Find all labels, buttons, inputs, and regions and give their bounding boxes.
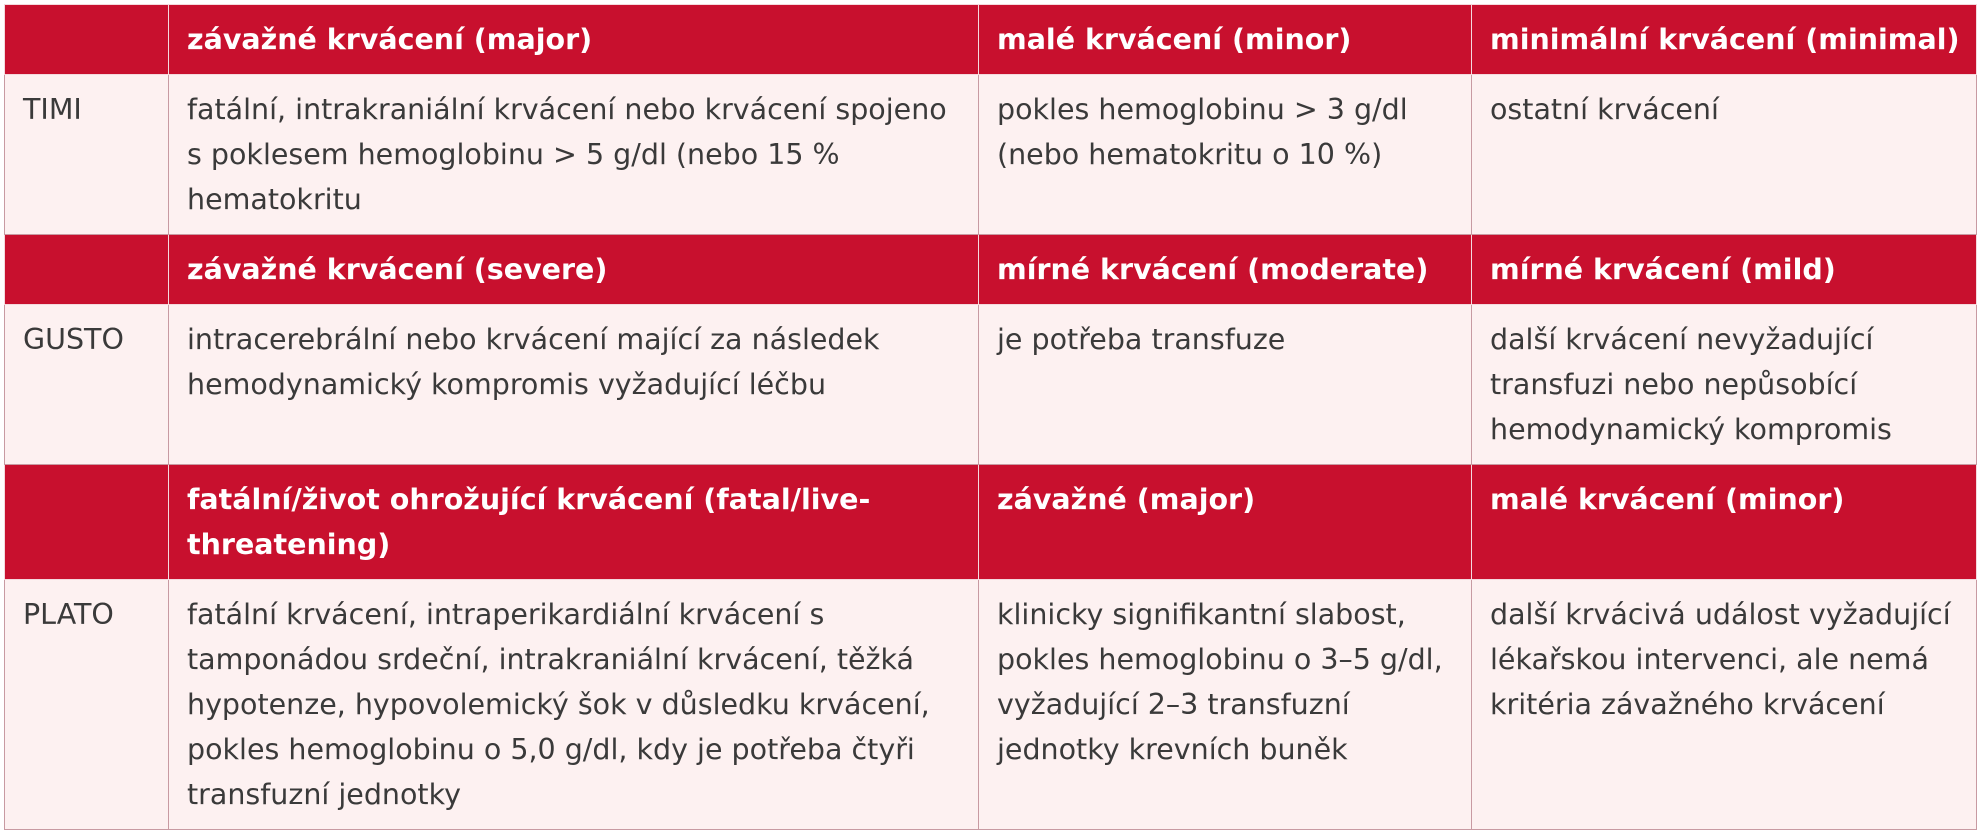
description-cell: pokles hemoglobinu > 3 g/dl (nebo hematokritu o 10 %) bbox=[979, 75, 1472, 235]
plato-row bbox=[5, 580, 1977, 830]
description-cell: další krvácivá událost vyžadující lékařskou intervenci, ale nemá kritéria závažného krvácení bbox=[1472, 580, 1977, 830]
header-cell: závažné krvácení (severe) bbox=[169, 235, 979, 305]
header-cell: mírné krvácení (moderate) bbox=[979, 235, 1472, 305]
header-cell: závažné (major) bbox=[979, 465, 1472, 580]
timi-row bbox=[5, 75, 1977, 235]
header-corner-cell bbox=[5, 235, 169, 305]
header-cell: fatální/život ohrožující krvácení (fatal/live-threatening) bbox=[169, 465, 979, 580]
header-cell: malé krvácení (minor) bbox=[979, 5, 1472, 75]
gusto-header-row bbox=[5, 235, 1977, 305]
header-corner-cell bbox=[5, 465, 169, 580]
scale-label: TIMI bbox=[5, 75, 169, 235]
scale-label: GUSTO bbox=[5, 305, 169, 465]
description-cell: je potřeba transfuze bbox=[979, 305, 1472, 465]
description-cell: další krvácení nevyžadující transfuzi nebo nepůsobící hemodynamický kompromis bbox=[1472, 305, 1977, 465]
bleeding-classification-table bbox=[4, 4, 1977, 830]
header-cell: mírné krvácení (mild) bbox=[1472, 235, 1977, 305]
description-cell: fatální krvácení, intraperikardiální krvácení s tamponádou srdeční, intrakraniální krvácení, těžká hypotenze, hypovolemický šok v důsledku krvácení, pokles hemoglobinu o 5,0 g/dl, kdy je potřeba čtyři transfuzní jednotky bbox=[169, 580, 979, 830]
scale-label: PLATO bbox=[5, 580, 169, 830]
description-cell: fatální, intrakraniální krvácení nebo krvácení spojeno s poklesem hemoglobinu > 5 g/dl (nebo 15 % hematokritu bbox=[169, 75, 979, 235]
header-cell: závažné krvácení (major) bbox=[169, 5, 979, 75]
description-cell: intracerebrální nebo krvácení mající za následek hemodynamický kompromis vyžadující léčbu bbox=[169, 305, 979, 465]
header-cell: minimální krvácení (minimal) bbox=[1472, 5, 1977, 75]
plato-header-row bbox=[5, 465, 1977, 580]
description-cell: klinicky signifikantní slabost, pokles hemoglobinu o 3–5 g/dl, vyžadující 2–3 transfuzní jednotky krevních buněk bbox=[979, 580, 1472, 830]
timi-header-row bbox=[5, 5, 1977, 75]
header-corner-cell bbox=[5, 5, 169, 75]
gusto-row bbox=[5, 305, 1977, 465]
description-cell: ostatní krvácení bbox=[1472, 75, 1977, 235]
header-cell: malé krvácení (minor) bbox=[1472, 465, 1977, 580]
